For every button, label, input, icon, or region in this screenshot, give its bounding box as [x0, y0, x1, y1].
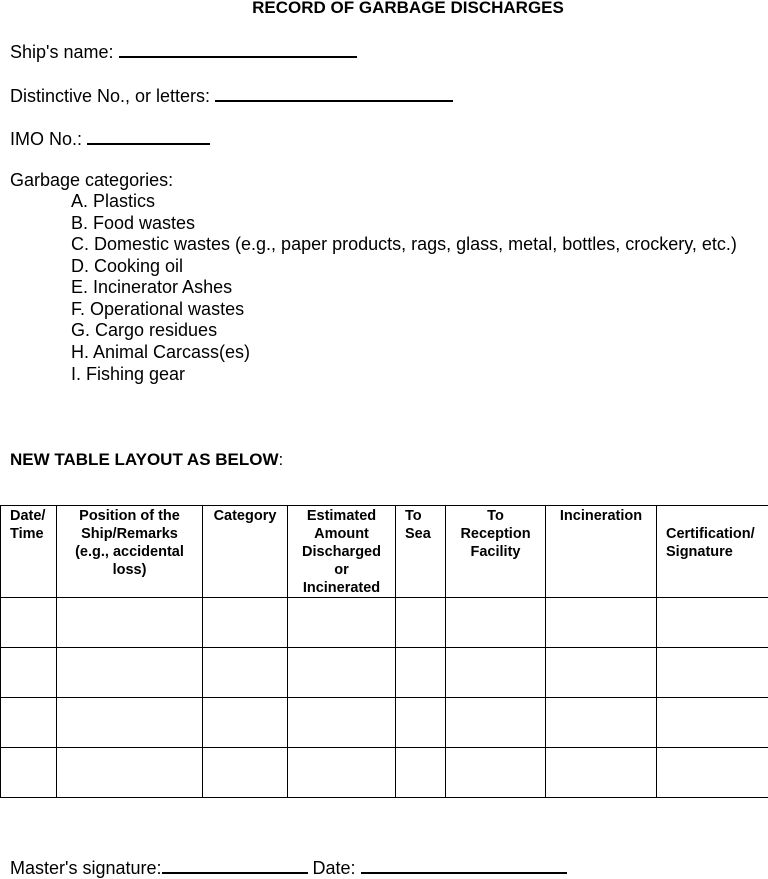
col-header-category: Category	[203, 506, 288, 598]
ships-name-field[interactable]	[119, 40, 357, 58]
table-row	[1, 698, 768, 748]
table-cell[interactable]	[203, 698, 288, 748]
table-cell[interactable]	[203, 748, 288, 798]
date-label: Date:	[313, 858, 356, 878]
master-signature-field[interactable]	[162, 856, 308, 874]
master-signature-label: Master's signature:	[10, 858, 162, 878]
table-heading-bold: NEW TABLE LAYOUT AS BELOW	[10, 450, 279, 469]
table-cell[interactable]	[288, 748, 396, 798]
table-cell[interactable]	[288, 598, 396, 648]
category-item: C. Domestic wastes (e.g., paper products, rags, glass, metal, bottles, crockery, etc.)	[71, 234, 737, 255]
table-cell[interactable]	[57, 598, 203, 648]
table-cell[interactable]	[396, 648, 446, 698]
page-title: RECORD OF GARBAGE DISCHARGES	[0, 0, 768, 18]
table-cell[interactable]	[657, 748, 768, 798]
table-row	[1, 748, 768, 798]
table-cell[interactable]	[546, 648, 657, 698]
table-cell[interactable]	[446, 648, 546, 698]
table-cell[interactable]	[657, 648, 768, 698]
table-heading	[10, 450, 283, 470]
imo-field[interactable]	[87, 127, 210, 145]
ships-name-label: Ship's name:	[10, 42, 114, 62]
distinctive-row	[10, 84, 453, 107]
categories-heading: Garbage categories:	[10, 170, 173, 191]
col-header-certification: Certification/ Signature	[657, 506, 768, 598]
table-cell[interactable]	[57, 648, 203, 698]
table-cell[interactable]	[1, 698, 57, 748]
table-cell[interactable]	[57, 748, 203, 798]
table-cell[interactable]	[446, 598, 546, 648]
discharge-table	[0, 505, 768, 798]
table-cell[interactable]	[546, 598, 657, 648]
table-row	[1, 648, 768, 698]
category-item: D. Cooking oil	[71, 256, 183, 277]
category-item: F. Operational wastes	[71, 299, 244, 320]
category-item: G. Cargo residues	[71, 320, 217, 341]
table-cell[interactable]	[1, 648, 57, 698]
table-cell[interactable]	[396, 598, 446, 648]
col-header-date-time: Date/ Time	[1, 506, 57, 598]
category-item: H. Animal Carcass(es)	[71, 342, 250, 363]
col-header-to-sea: To Sea	[396, 506, 446, 598]
category-item: A. Plastics	[71, 191, 155, 212]
table-cell[interactable]	[288, 648, 396, 698]
table-row	[1, 598, 768, 648]
table-cell[interactable]	[657, 698, 768, 748]
table-cell[interactable]	[446, 698, 546, 748]
table-heading-suffix: :	[279, 450, 284, 469]
ships-name-row	[10, 40, 357, 63]
imo-label: IMO No.:	[10, 129, 82, 149]
table-cell[interactable]	[203, 648, 288, 698]
col-header-reception-facility: To Reception Facility	[446, 506, 546, 598]
col-header-incineration: Incineration	[546, 506, 657, 598]
table-cell[interactable]	[546, 748, 657, 798]
table-cell[interactable]	[396, 748, 446, 798]
table-cell[interactable]	[546, 698, 657, 748]
table-cell[interactable]	[396, 698, 446, 748]
table-cell[interactable]	[203, 598, 288, 648]
col-header-position: Position of the Ship/Remarks (e.g., accidental loss)	[57, 506, 203, 598]
col-header-estimated-amount: Estimated Amount Discharged or Incinerated	[288, 506, 396, 598]
table-cell[interactable]	[657, 598, 768, 648]
table-cell[interactable]	[446, 748, 546, 798]
category-item: B. Food wastes	[71, 213, 195, 234]
table-cell[interactable]	[1, 598, 57, 648]
table-cell[interactable]	[57, 698, 203, 748]
distinctive-label: Distinctive No., or letters:	[10, 86, 210, 106]
table-header-row	[1, 506, 768, 598]
table-cell[interactable]	[1, 748, 57, 798]
category-item: I. Fishing gear	[71, 364, 185, 385]
category-item: E. Incinerator Ashes	[71, 277, 232, 298]
distinctive-field[interactable]	[215, 84, 453, 102]
table-cell[interactable]	[288, 698, 396, 748]
date-field[interactable]	[361, 856, 567, 874]
imo-row	[10, 127, 210, 150]
